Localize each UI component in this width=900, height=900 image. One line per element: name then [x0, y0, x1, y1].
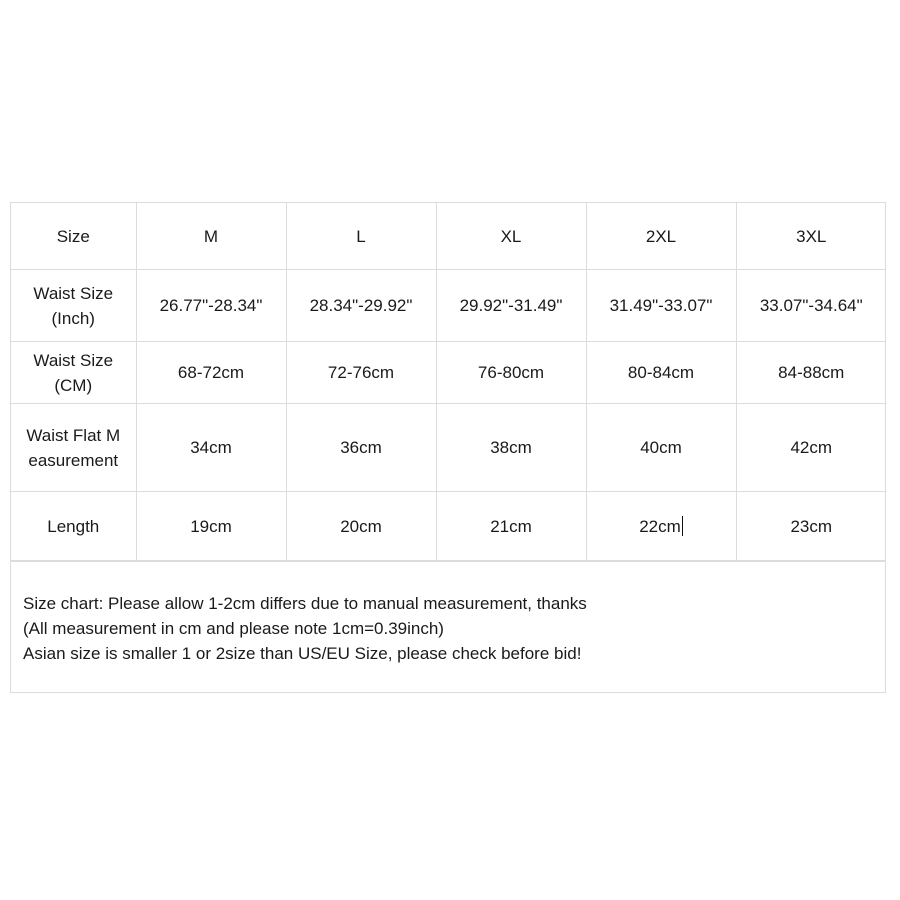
- table-cell: 38cm: [436, 404, 586, 492]
- table-cell: 42cm: [736, 404, 886, 492]
- size-header-l: L: [286, 203, 436, 270]
- note-line: Size chart: Please allow 1-2cm differs due to manual measurement, thanks: [23, 594, 587, 613]
- row-label-waist-flat-text: Waist Flat Measurement: [26, 425, 121, 470]
- size-chart-table: [11, 203, 886, 561]
- table-cell: 34cm: [136, 404, 286, 492]
- table-cell-editing[interactable]: [586, 492, 736, 561]
- table-cell: 23cm: [736, 492, 886, 561]
- size-chart-notes: [11, 561, 885, 692]
- table-cell: 76-80cm: [436, 342, 586, 404]
- table-cell: 84-88cm: [736, 342, 886, 404]
- table-cell: 29.92"-31.49": [436, 270, 586, 342]
- size-header-xl: XL: [436, 203, 586, 270]
- row-label-waist-cm: [11, 342, 136, 404]
- row-label-waist-flat: [11, 404, 136, 492]
- table-row-waist-flat: [11, 404, 886, 492]
- table-cell: 20cm: [286, 492, 436, 561]
- note-line: (All measurement in cm and please note 1cm=0.39inch): [23, 619, 444, 638]
- row-label-length: Length: [11, 492, 136, 561]
- table-cell: 40cm: [586, 404, 736, 492]
- table-cell-text: 22cm: [639, 516, 681, 536]
- text-caret-icon: [682, 516, 683, 536]
- table-cell: 33.07"-34.64": [736, 270, 886, 342]
- table-cell: 80-84cm: [586, 342, 736, 404]
- table-cell: 28.34"-29.92": [286, 270, 436, 342]
- size-header-3xl: 3XL: [736, 203, 886, 270]
- note-line: Asian size is smaller 1 or 2size than US/EU Size, please check before bid!: [23, 644, 582, 663]
- table-cell: 19cm: [136, 492, 286, 561]
- table-cell: 68-72cm: [136, 342, 286, 404]
- table-cell: 26.77"-28.34": [136, 270, 286, 342]
- table-cell: 21cm: [436, 492, 586, 561]
- table-header-row: [11, 203, 886, 270]
- table-cell: 36cm: [286, 404, 436, 492]
- table-row-waist-cm: [11, 342, 886, 404]
- table-cell: 31.49"-33.07": [586, 270, 736, 342]
- table-row-length: [11, 492, 886, 561]
- table-cell: 72-76cm: [286, 342, 436, 404]
- size-chart: [10, 202, 886, 693]
- row-label-waist-inch-text: Waist Size (Inch): [33, 283, 114, 328]
- row-label-waist-inch: [11, 270, 136, 342]
- row-label-size: Size: [11, 203, 136, 270]
- size-header-2xl: 2XL: [586, 203, 736, 270]
- row-label-waist-cm-text: Waist Size (CM): [33, 350, 114, 395]
- size-header-m: M: [136, 203, 286, 270]
- table-row-waist-inch: [11, 270, 886, 342]
